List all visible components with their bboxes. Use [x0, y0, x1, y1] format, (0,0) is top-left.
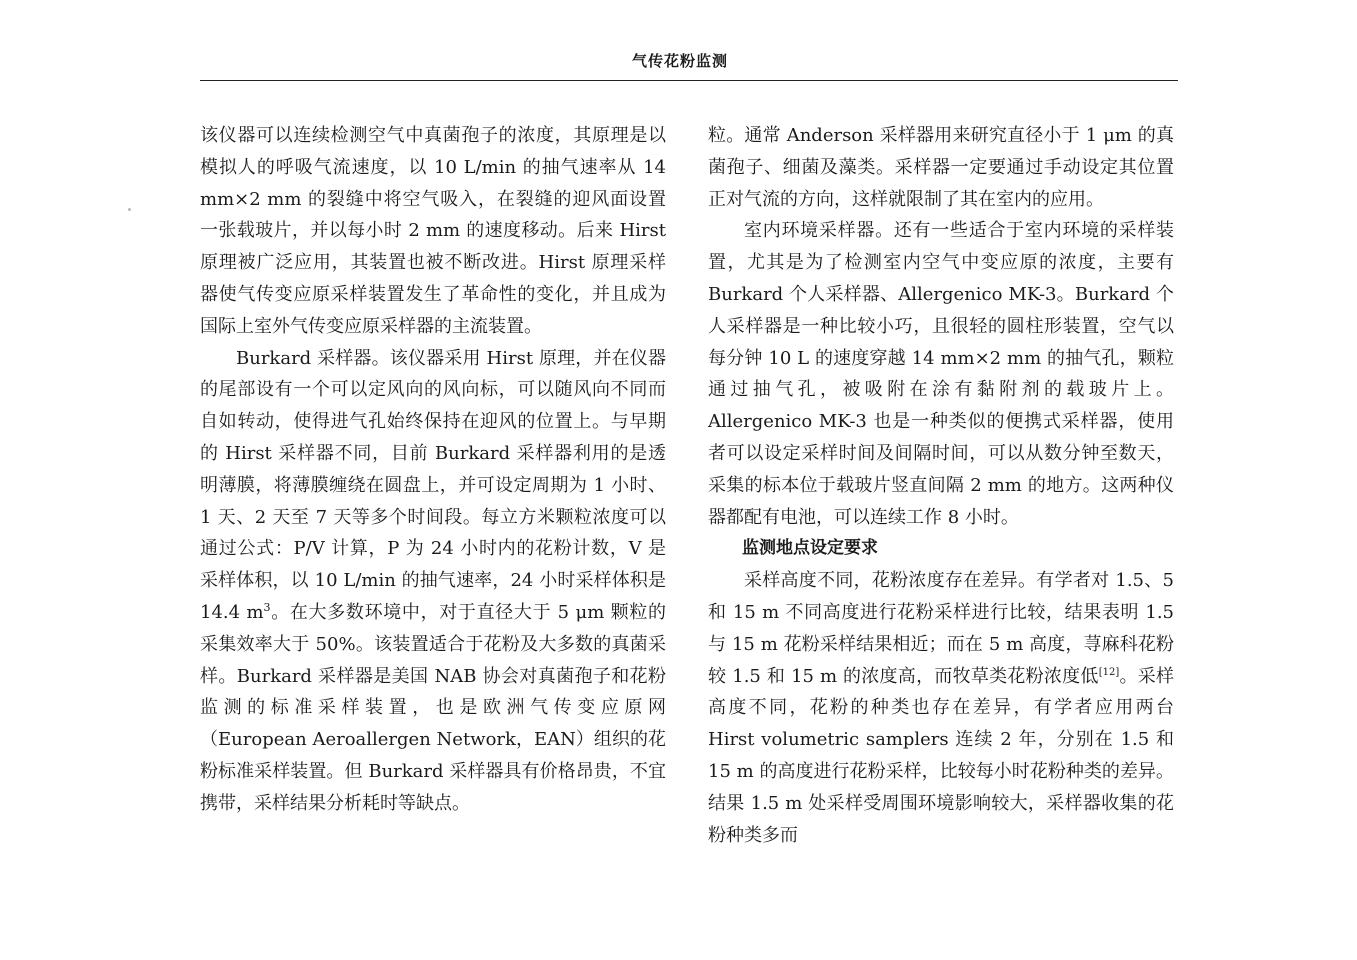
running-title: 气传花粉监测 [631, 52, 728, 70]
superscript-cubic: 3 [263, 600, 271, 614]
paragraph-burkard-sampler [200, 343, 666, 820]
paragraph-sampling-height [708, 565, 1174, 851]
left-column [200, 120, 666, 820]
scan-smudge [128, 208, 131, 211]
height-text-a: 采样高度不同，花粉浓度存在差异。有学者对 1.5、5 和 15 m 不同高度进行花粉采样进行比较，结果表明 1.5 与 15 m 花粉采样结果相近；而在 5 m 高度，荨麻科花粉较 1.5 和 15 m 的浓度高，而牧草类花粉浓度低 [708, 570, 1174, 687]
burkard-text-a: Burkard 采样器。该仪器采用 Hirst 原理，并在仪器的尾部设有一个可以定风向的风向标，可以随风向不同而自如转动，使得进气孔始终保持在迎风的位置上。与早期的 Hirst 采样器不同，目前 Burkard 采样器利用的是透明薄膜，将薄膜缠绕在圆盘上，并可设定周期为 1 小时、1 天、2 天至 7 天等多个时间段。每立方米颗粒浓度可以通过公式：P/V 计算，P 为 24 小时内的花粉计数，V 是采样体积，以 10 L/min 的抽气速率，24 小时采样体积是 14.4 m [200, 347, 666, 623]
height-text-b: 。采样高度不同，花粉的种类也存在差异，有学者应用两台 Hirst volumetric samplers 连续 2 年，分别在 1.5 和 15 m 的高度进行花粉采样，比较每小时花粉种类的差异。结果 1.5 m 处采样受周围环境影响较大，采样器收集的花粉种类多而 [708, 665, 1174, 846]
paragraph-indoor-sampler: 室内环境采样器。还有一些适合于室内环境的采样装置，尤其是为了检测室内空气中变应原的浓度，主要有 Burkard 个人采样器、Allergenico MK-3。Burkard 个人采样器是一种比较小巧，且很轻的圆柱形装置，空气以每分钟 10 L 的速度穿越 14 mm×2 mm 的抽气孔，颗粒通过抽气孔，被吸附在涂有黏附剂的载玻片上。Allergenico MK-3 也是一种类似的便携式采样器，使用者可以设定采样时间及间隔时间，可以从数分钟至数天，采集的标本位于载玻片竖直间隔 2 mm 的地方。这两种仪器都配有电池，可以连续工作 8 小时。 [708, 220, 1174, 528]
right-column [708, 120, 1174, 851]
burkard-text-b: 。在大多数环境中，对于直径大于 5 μm 颗粒的采集效率大于 50%。该装置适合于花粉及大多数的真菌采样。Burkard 采样器是美国 NAB 协会对真菌孢子和花粉监测的标准采样装置，也是欧洲气传变应原网（European Aeroallergen Network，EAN）组织的花粉标准采样装置。但 Burkard 采样器具有价格昂贵，不宜携带，采样结果分析耗时等缺点。 [200, 601, 666, 814]
paragraph-anderson-sampler: 粒。通常 Anderson 采样器用来研究直径小于 1 μm 的真菌孢子、细菌及藻类。采样器一定要通过手动设定其位置正对气流的方向，这样就限制了其在室内的应用。 [708, 125, 1174, 210]
paragraph-hirst-principle: 该仪器可以连续检测空气中真菌孢子的浓度，其原理是以模拟人的呼吸气流速度，以 10 L/min 的抽气速率从 14 mm×2 mm 的裂缝中将空气吸入，在裂缝的迎风面设置一张载玻片，并以每小时 2 mm 的速度移动。后来 Hirst 原理被广泛应用，其装置也被不断改进。Hirst 原理采样器使气传变应原采样装置发生了革命性的变化，并且成为国际上室外气传变应原采样器的主流装置。 [200, 125, 666, 337]
section-heading: 监测地点设定要求 [742, 538, 878, 559]
citation-ref: [12] [1098, 666, 1120, 678]
header-rule [200, 80, 1178, 81]
